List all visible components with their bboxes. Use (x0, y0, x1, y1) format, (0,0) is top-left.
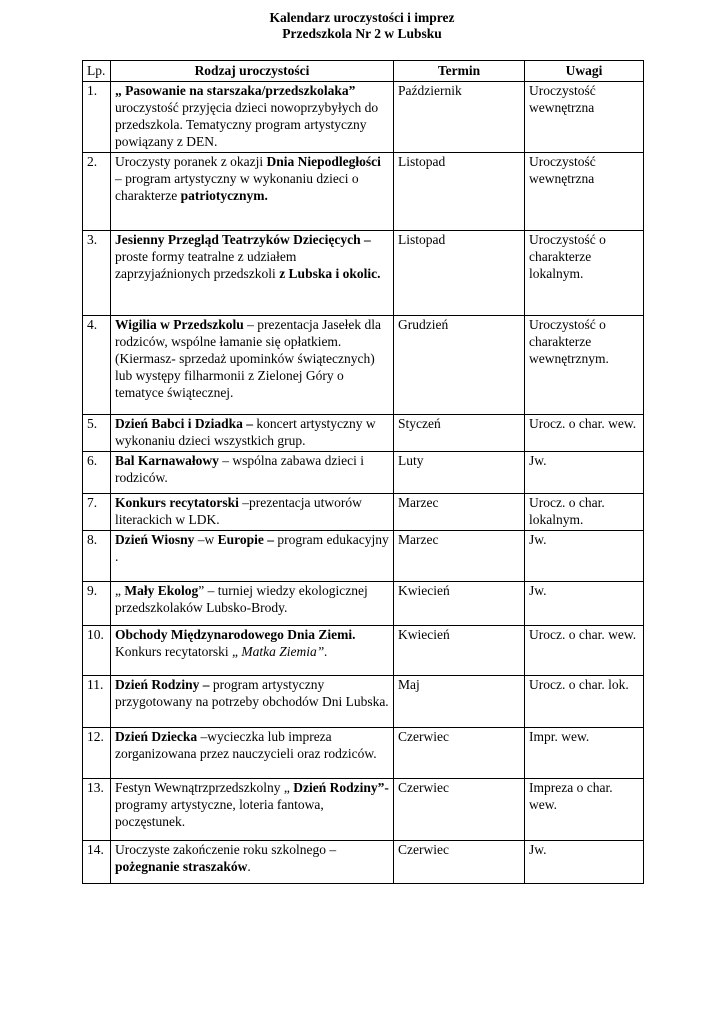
description-segment: Jesienny Przegląd Teatrzyków Dziecięcych – (115, 232, 371, 247)
event-description (111, 316, 394, 415)
row-number: 8. (83, 531, 111, 582)
description-segment: Dnia Niepodległości (266, 154, 381, 169)
description-segment: Uroczyste zakończenie roku szkolnego – (115, 842, 337, 857)
event-term: Marzec (394, 494, 525, 531)
table-row (83, 231, 644, 316)
row-number: 6. (83, 452, 111, 494)
description-segment: Dzień Rodziny”- (293, 780, 389, 795)
description-segment: Dzień Wiosny (115, 532, 195, 547)
description-segment: pożegnanie straszaków (115, 859, 248, 874)
row-number: 13. (83, 779, 111, 841)
event-description (111, 779, 394, 841)
table-row (83, 626, 644, 676)
description-segment: –w (194, 532, 218, 547)
description-segment: koncert artystyczny w wykonaniu dzieci wszystkich grup. (115, 416, 376, 448)
event-notes: Urocz. o char. lok. (525, 676, 644, 728)
event-description (111, 415, 394, 452)
description-segment: ” – turniej wiedzy ekologicznej przedszkolaków Lubsko-Brody. (115, 583, 368, 615)
description-segment: Matka Ziemia”. (241, 644, 328, 659)
event-description (111, 452, 394, 494)
description-segment: – program artystyczny w wykonaniu dzieci o charakterze (115, 171, 359, 203)
event-notes: Urocz. o char. wew. (525, 415, 644, 452)
description-segment: . (247, 859, 251, 874)
description-segment: Wigilia w Przedszkolu (115, 317, 244, 332)
table-row (83, 415, 644, 452)
event-term: Listopad (394, 231, 525, 316)
event-description (111, 841, 394, 884)
event-term: Kwiecień (394, 626, 525, 676)
row-number: 10. (83, 626, 111, 676)
event-description (111, 582, 394, 626)
event-description (111, 676, 394, 728)
event-notes: Urocz. o char. wew. (525, 626, 644, 676)
events-table (82, 60, 644, 884)
table-row (83, 82, 644, 153)
row-number: 7. (83, 494, 111, 531)
description-segment: – wspólna zabawa dzieci i rodziców. (115, 453, 364, 485)
event-term: Czerwiec (394, 728, 525, 779)
header-notes: Uwagi (525, 61, 644, 82)
row-number: 14. (83, 841, 111, 884)
description-segment: Europie – (217, 532, 275, 547)
row-number: 12. (83, 728, 111, 779)
table-row (83, 728, 644, 779)
event-description (111, 626, 394, 676)
title-line-2: Przedszkola Nr 2 w Lubsku (282, 26, 442, 41)
event-notes: Uroczystość o charakterze lokalnym. (525, 231, 644, 316)
description-segment: uroczystość przyjęcia dzieci nowoprzybyłych do przedszkola. Tematyczny program artystyczny powiązany z DEN. (115, 100, 379, 149)
header-type: Rodzaj uroczystości (111, 61, 394, 82)
event-notes: Uroczystość wewnętrzna (525, 82, 644, 153)
description-segment: „ Pasowanie na starszaka/przedszkolaka” (115, 83, 356, 98)
row-number: 11. (83, 676, 111, 728)
event-term: Luty (394, 452, 525, 494)
description-segment: „ (115, 583, 125, 598)
table-row (83, 676, 644, 728)
event-description (111, 231, 394, 316)
description-segment: Dzień Rodziny – (115, 677, 210, 692)
description-segment: patriotycznym. (180, 188, 268, 203)
event-notes: Jw. (525, 452, 644, 494)
table-row (83, 531, 644, 582)
row-number: 2. (83, 153, 111, 231)
description-segment: proste formy teatralne z udziałem zaprzyjaźnionych przedszkoli (115, 249, 297, 281)
description-segment: program edukacyjny . (115, 532, 389, 564)
table-row (83, 153, 644, 231)
description-segment: z Lubska i okolic. (279, 266, 381, 281)
description-segment: Bal Karnawałowy (115, 453, 219, 468)
page-title (0, 10, 724, 42)
event-term: Styczeń (394, 415, 525, 452)
event-term: Czerwiec (394, 841, 525, 884)
event-notes: Impreza o char. wew. (525, 779, 644, 841)
description-segment: Dzień Babci i Dziadka – (115, 416, 254, 431)
event-description (111, 82, 394, 153)
row-number: 3. (83, 231, 111, 316)
event-notes: Jw. (525, 841, 644, 884)
table-row (83, 841, 644, 884)
description-segment: Festyn Wewnątrzprzedszkolny „ (115, 780, 294, 795)
description-segment: –prezentacja utworów literackich w LDK. (115, 495, 362, 527)
header-term: Termin (394, 61, 525, 82)
description-segment: Obchody Międzynarodowego Dnia Ziemi. (115, 627, 356, 642)
table-header-row (83, 61, 644, 82)
table-row (83, 779, 644, 841)
event-term: Maj (394, 676, 525, 728)
description-segment: programy artystyczne, loteria fantowa, poczęstunek. (115, 797, 324, 829)
header-lp: Lp. (83, 61, 111, 82)
event-description (111, 531, 394, 582)
row-number: 4. (83, 316, 111, 415)
event-term: Październik (394, 82, 525, 153)
description-segment: – prezentacja Jasełek dla rodziców, wspólne łamanie się opłatkiem. (Kiermasz- sprzedaż upominków świątecznych) lub występy filharmonii z Zielonej Góry o tematyce świątecznej. (115, 317, 381, 400)
description-segment: program artystyczny przygotowany na potrzeby obchodów Dni Lubska. (115, 677, 389, 709)
event-notes: Jw. (525, 531, 644, 582)
description-segment: –wycieczka lub impreza zorganizowana przez nauczycieli oraz rodziców. (115, 729, 377, 761)
row-number: 1. (83, 82, 111, 153)
table-row (83, 494, 644, 531)
event-term: Grudzień (394, 316, 525, 415)
table-row (83, 316, 644, 415)
description-segment: Mały Ekolog (124, 583, 199, 598)
event-description (111, 728, 394, 779)
event-term: Listopad (394, 153, 525, 231)
row-number: 9. (83, 582, 111, 626)
event-description (111, 494, 394, 531)
event-notes: Uroczystość o charakterze wewnętrznym. (525, 316, 644, 415)
description-segment: Uroczysty poranek z okazji (115, 154, 267, 169)
description-segment: Dzień Dziecka (115, 729, 198, 744)
table-row (83, 582, 644, 626)
description-segment: Konkurs recytatorski (115, 495, 239, 510)
event-term: Marzec (394, 531, 525, 582)
event-notes: Urocz. o char. lokalnym. (525, 494, 644, 531)
description-segment: Konkurs recytatorski „ (115, 644, 242, 659)
event-term: Czerwiec (394, 779, 525, 841)
event-notes: Impr. wew. (525, 728, 644, 779)
title-line-1: Kalendarz uroczystości i imprez (269, 10, 455, 25)
event-term: Kwiecień (394, 582, 525, 626)
table-row (83, 452, 644, 494)
event-description (111, 153, 394, 231)
event-notes: Uroczystość wewnętrzna (525, 153, 644, 231)
row-number: 5. (83, 415, 111, 452)
event-notes: Jw. (525, 582, 644, 626)
